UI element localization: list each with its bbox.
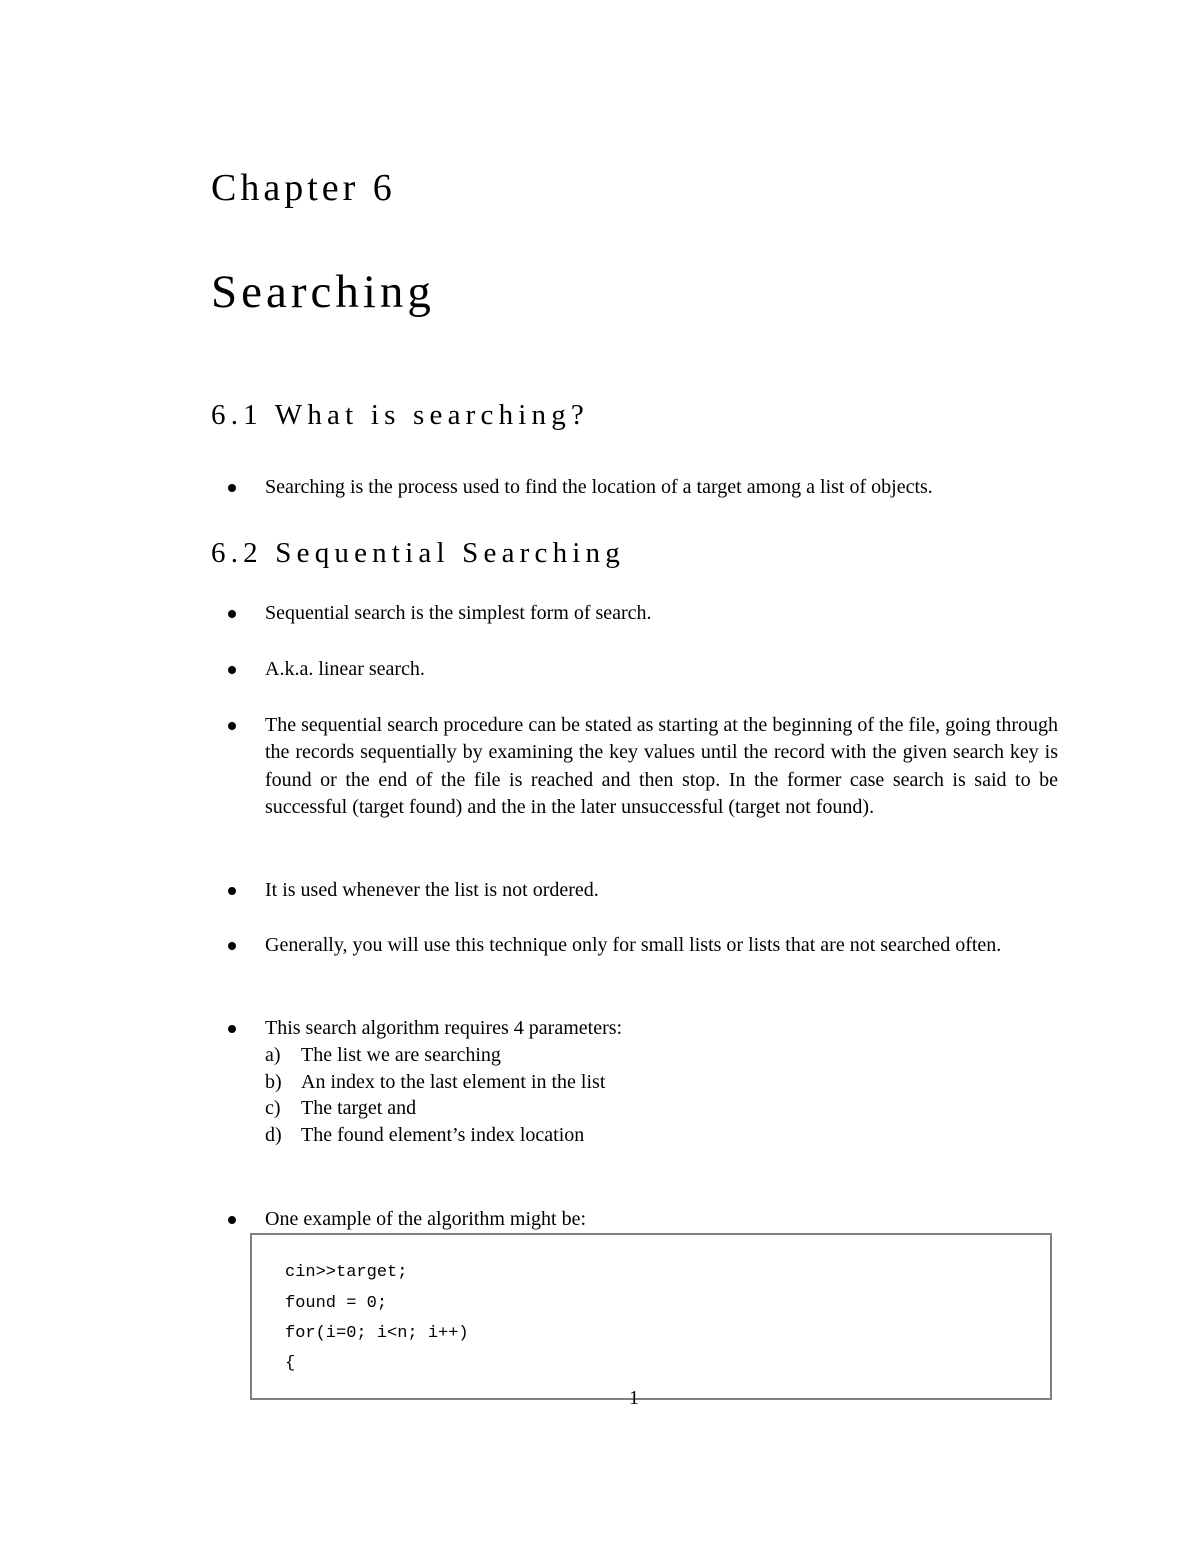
code-line: cin>>target; xyxy=(285,1263,408,1282)
bullet-text: Generally, you will use this technique only for small lists or lists that are not searched often. xyxy=(265,934,1002,956)
bullet-dot-icon xyxy=(228,722,236,730)
parameter-text: An index to the last element in the list xyxy=(301,1070,606,1093)
bullet-text: One example of the algorithm might be: xyxy=(265,1208,587,1230)
parameter-text: The list we are searching xyxy=(301,1044,501,1066)
bullet-text: This search algorithm requires 4 parameters: xyxy=(265,1017,623,1039)
page-number: 1 xyxy=(629,1387,639,1409)
chapter-label: Chapter 6 xyxy=(211,167,396,209)
bullet-dot-icon xyxy=(228,942,236,950)
code-line: { xyxy=(285,1354,296,1373)
bullet-dot-icon xyxy=(228,887,236,895)
parameter-marker: c) xyxy=(265,1097,281,1120)
bullet-text: A.k.a. linear search. xyxy=(265,658,425,680)
bullet-text: It is used whenever the list is not ordered. xyxy=(265,879,599,901)
bullet-text: Sequential search is the simplest form of search. xyxy=(265,602,652,624)
section-heading-6-1: 6.1 What is searching? xyxy=(211,399,590,431)
bullet-dot-icon xyxy=(228,1025,236,1033)
bullet-item xyxy=(228,712,1058,852)
code-line: found = 0; xyxy=(285,1294,388,1313)
parameter-text: The found element’s index location xyxy=(301,1123,585,1146)
bullet-dot-icon xyxy=(228,1216,236,1224)
bullet-text: Searching is the process used to find the location of a target among a list of objects. xyxy=(265,476,933,498)
parameter-text: The target and xyxy=(301,1097,417,1120)
parameter-marker: d) xyxy=(265,1123,282,1146)
parameter-marker: a) xyxy=(265,1044,281,1066)
code-block xyxy=(250,1233,1052,1400)
section-heading-6-2: 6.2 Sequential Searching xyxy=(211,537,625,569)
chapter-title: Searching xyxy=(211,266,435,318)
bullet-dot-icon xyxy=(228,484,236,492)
bullet-dot-icon xyxy=(228,666,236,674)
parameter-marker: b) xyxy=(265,1070,282,1093)
bullet-dot-icon xyxy=(228,610,236,618)
bullet-text: The sequential search procedure can be stated as starting at the beginning of the file, going through the records sequentially by examining the key values until the record with the given search key is found or the end of the file is reached and then stop. In the former case search is said to be successful (target found) and the in the later unsuccessful (target not found). xyxy=(265,714,1058,818)
code-line: for(i=0; i<n; i++) xyxy=(285,1324,469,1343)
bullet-item xyxy=(228,932,1058,992)
